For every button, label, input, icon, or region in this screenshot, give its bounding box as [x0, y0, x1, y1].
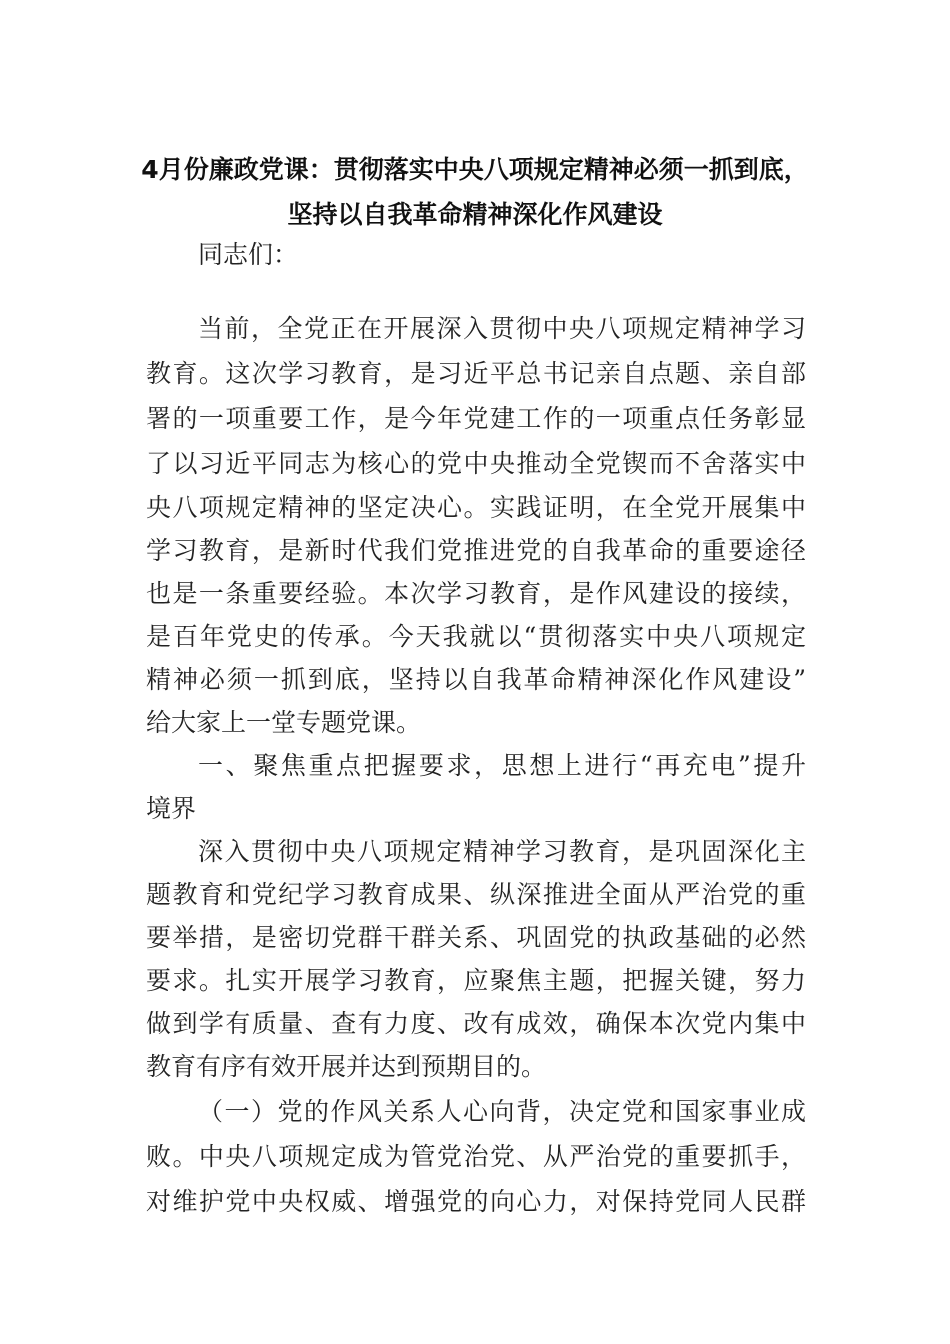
- section-heading-line: 一、聚焦重点把握要求，思想上进行“再充电”提升: [198, 751, 806, 780]
- paragraph-line: 了以习近平同志为核心的党中央推动全党锲而不舍落实中: [146, 449, 806, 478]
- paragraph-line: 题教育和党纪学习教育成果、纵深推进全面从严治党的重: [146, 880, 806, 909]
- paragraph-line: 深入贯彻中央八项规定精神学习教育，是巩固深化主: [198, 837, 806, 866]
- subsection-line: （一）党的作风关系人心向背，决定党和国家事业成: [198, 1097, 806, 1126]
- paragraph-line: 要求。扎实开展学习教育，应聚焦主题，把握关键，努力: [146, 966, 806, 995]
- paragraph-line: 当前，全党正在开展深入贯彻中央八项规定精神学习: [198, 314, 806, 343]
- paragraph-line: 教育有序有效开展并达到预期目的。: [146, 1052, 547, 1081]
- paragraph-line: 学习教育，是新时代我们党推进党的自我革命的重要途径: [146, 536, 806, 565]
- paragraph-line: 做到学有质量、查有力度、改有成效，确保本次党内集中: [146, 1009, 806, 1038]
- paragraph-line: 是百年党史的传承。今天我就以“贯彻落实中央八项规定: [146, 622, 806, 651]
- document-title-line-1: 4月份廉政党课：贯彻落实中央八项规定精神必须一抓到底，: [141, 155, 809, 184]
- paragraph-line: 也是一条重要经验。本次学习教育，是作风建设的接续，: [146, 579, 806, 608]
- salutation: 同志们：: [198, 240, 299, 269]
- paragraph-line: 对维护党中央权威、增强党的向心力，对保持党同人民群: [146, 1187, 806, 1216]
- paragraph-line: 央八项规定精神的坚定决心。实践证明，在全党开展集中: [146, 493, 806, 522]
- paragraph-line: 署的一项重要工作，是今年党建工作的一项重点任务彰显: [146, 404, 806, 433]
- paragraph-line: 精神必须一抓到底，坚持以自我革命精神深化作风建设”: [146, 665, 806, 694]
- section-heading-line: 境界: [146, 794, 197, 823]
- paragraph-line: 给大家上一堂专题党课。: [146, 708, 422, 737]
- paragraph-line: 要举措，是密切党群干群关系、巩固党的执政基础的必然: [146, 923, 806, 952]
- document-title-line-2: 坚持以自我革命精神深化作风建设: [287, 200, 663, 229]
- paragraph-line: 败。中央八项规定成为管党治党、从严治党的重要抓手，: [146, 1142, 806, 1171]
- paragraph-line: 教育。这次学习教育，是习近平总书记亲自点题、亲自部: [146, 359, 806, 388]
